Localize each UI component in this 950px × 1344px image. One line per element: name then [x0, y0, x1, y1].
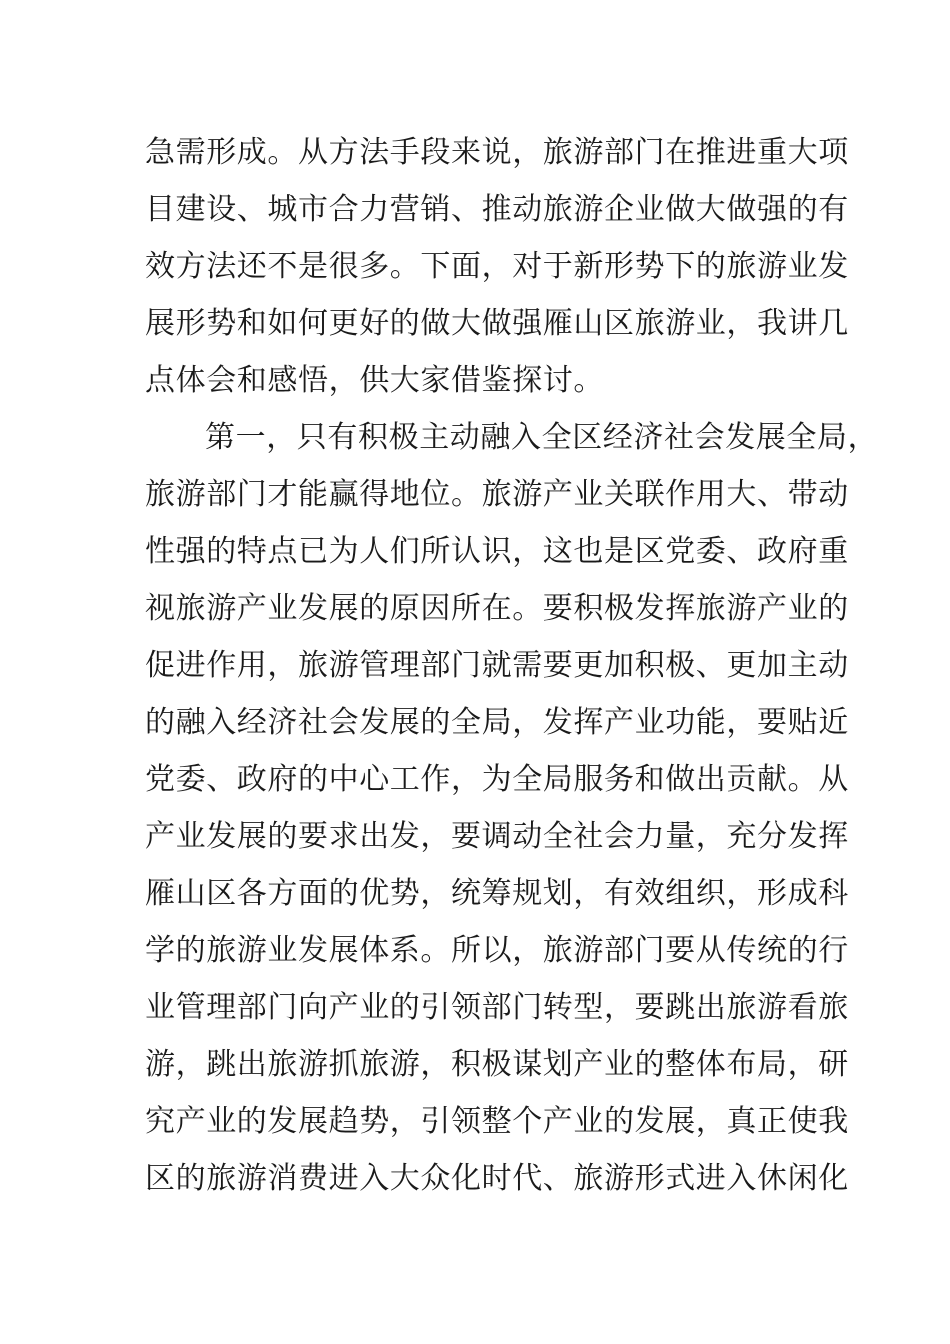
paragraph-line: 究产业的发展趋势，引领整个产业的发展，真正使我: [145, 1104, 849, 1139]
paragraph-line: 急需形成。从方法手段来说，旅游部门在推进重大项: [145, 135, 849, 170]
paragraph-line: 游，跳出旅游抓旅游，积极谋划产业的整体布局，研: [145, 1047, 849, 1082]
paragraph-line: 党委、政府的中心工作，为全局服务和做出贡献。从: [145, 762, 849, 797]
paragraph-line: 业管理部门向产业的引领部门转型，要跳出旅游看旅: [145, 990, 849, 1025]
paragraph-line: 区的旅游消费进入大众化时代、旅游形式进入休闲化: [145, 1161, 849, 1196]
paragraph-line: 效方法还不是很多。下面，对于新形势下的旅游业发: [145, 249, 849, 284]
paragraph-line: 学的旅游业发展体系。所以，旅游部门要从传统的行: [145, 933, 849, 968]
paragraph-line: 点体会和感悟，供大家借鉴探讨。: [145, 363, 604, 398]
paragraph-line: 产业发展的要求出发，要调动全社会力量，充分发挥: [145, 819, 849, 854]
paragraph-line: 旅游部门才能赢得地位。旅游产业关联作用大、带动: [145, 477, 849, 512]
paragraph-first-line: 第一，只有积极主动融入全区经济社会发展全局，: [205, 420, 879, 455]
paragraph-line: 目建设、城市合力营销、推动旅游企业做大做强的有: [145, 192, 849, 227]
paragraph-line: 性强的特点已为人们所认识，这也是区党委、政府重: [145, 534, 849, 569]
paragraph-line: 的融入经济社会发展的全局，发挥产业功能，要贴近: [145, 705, 849, 740]
paragraph-line: 展形势和如何更好的做大做强雁山区旅游业，我讲几: [145, 306, 849, 341]
paragraph-line: 促进作用，旅游管理部门就需要更加积极、更加主动: [145, 648, 849, 683]
paragraph-line: 雁山区各方面的优势，统筹规划，有效组织，形成科: [145, 876, 849, 911]
paragraph-line: 视旅游产业发展的原因所在。要积极发挥旅游产业的: [145, 591, 849, 626]
